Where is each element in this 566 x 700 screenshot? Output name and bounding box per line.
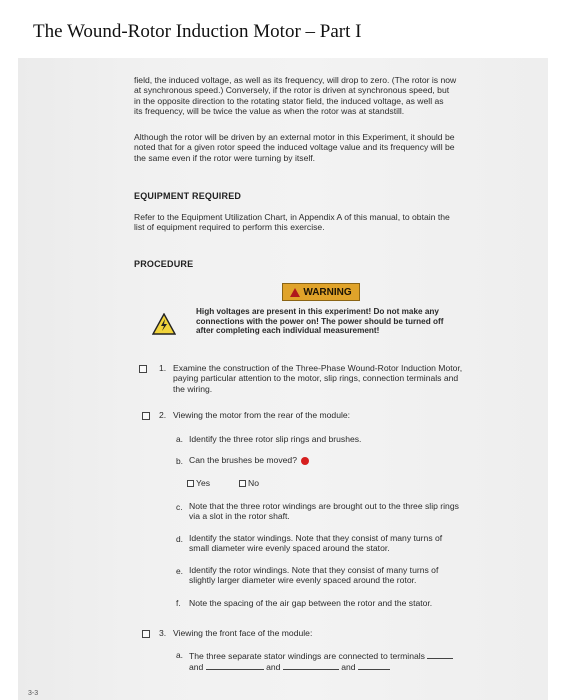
warning-text	[196, 307, 481, 336]
step-2f-letter: f.	[176, 598, 181, 608]
step-2-text: Viewing the motor from the rear of the module:	[173, 410, 351, 420]
warning-label-box	[282, 283, 360, 301]
step-2f-text: Note the spacing of the air gap between the rotor and the stator.	[189, 598, 433, 608]
step-1-checkbox[interactable]	[139, 365, 147, 373]
terminal-blank-2[interactable]	[206, 661, 264, 670]
intro-paragraph-1	[134, 75, 494, 117]
equipment-line: list of equipment required to perform this exercise.	[134, 222, 325, 233]
equipment-text	[134, 212, 494, 233]
step-line: via a slot in the rotor shaft.	[189, 511, 290, 522]
step-line: the wiring.	[173, 383, 213, 394]
equipment-line: Refer to the Equipment Utilization Chart, in Appendix A of this manual, to obtain the	[134, 212, 450, 222]
step-2e-text	[189, 565, 499, 586]
warning-line: connections with the power on! The power should be turned off	[196, 316, 444, 326]
step-2-number: 2.	[159, 410, 167, 420]
terminal-blank-4[interactable]	[358, 661, 390, 670]
step-2b-no-option[interactable]	[239, 478, 259, 488]
step-2d-text	[189, 533, 499, 554]
warning-line: after completing each individual measurement!	[196, 326, 380, 336]
procedure-heading: PROCEDURE	[134, 259, 194, 269]
no-label: No	[248, 478, 259, 488]
step-line: Note that the three rotor windings are brought out to the three slip rings	[189, 501, 459, 511]
page-number: 3-3	[28, 690, 39, 697]
step-2-checkbox[interactable]	[142, 412, 150, 420]
step-3a-text	[189, 650, 509, 673]
step-line: small diameter wire evenly spaced around the stator.	[189, 543, 390, 554]
intro-line: the same even if the rotor were turning by itself.	[134, 152, 316, 163]
and-text: and	[266, 662, 281, 673]
intro-line: noted that for a given rotor speed the induced voltage value and its frequency will be	[134, 142, 455, 153]
step-2b-yes-option[interactable]	[187, 478, 210, 488]
step-2d-letter: d.	[176, 534, 183, 544]
warning-label: WARNING	[303, 286, 352, 298]
warning-hazard-icon	[152, 313, 176, 335]
step-2b-letter: b.	[176, 456, 183, 466]
step-1-number: 1.	[159, 363, 167, 373]
intro-line: in the opposite direction to the rotating stator field, the induced voltage, as well as	[134, 95, 444, 106]
step-2b-question: Can the brushes be moved?	[189, 455, 297, 465]
and-text: and	[341, 662, 356, 673]
step-line: paying particular attention to the motor, slip rings, connection terminals and	[173, 373, 459, 384]
step-line: Examine the construction of the Three-Phase Wound-Rotor Induction Motor,	[173, 363, 463, 373]
step-2a-letter: a.	[176, 434, 183, 444]
step-2b-text	[189, 455, 309, 465]
intro-paragraph-2	[134, 132, 494, 163]
no-checkbox[interactable]	[239, 480, 246, 487]
step-3-checkbox[interactable]	[142, 630, 150, 638]
step-line: Identify the rotor windings. Note that they consist of many turns of	[189, 565, 439, 575]
terminal-blank-1[interactable]	[427, 650, 453, 659]
intro-line: Although the rotor will be driven by an external motor in this Experiment, it should be	[134, 132, 455, 142]
step-2c-letter: c.	[176, 502, 183, 512]
step-line: Identify the stator windings. Note that they consist of many turns of	[189, 533, 443, 543]
intro-line: at synchronous speed.) Conversely, if the rotor is driven at synchronous speed, but	[134, 85, 450, 96]
red-dot-icon	[301, 457, 309, 465]
and-text: and	[189, 662, 204, 673]
equipment-heading: EQUIPMENT REQUIRED	[134, 191, 242, 201]
yes-checkbox[interactable]	[187, 480, 194, 487]
intro-line: its frequency, will be twice the value as when the rotor was at standstill.	[134, 106, 405, 117]
step-3a-letter: a.	[176, 650, 183, 660]
step-2c-text	[189, 501, 499, 522]
page-title: The Wound-Rotor Induction Motor – Part I	[33, 21, 362, 42]
step-3-text: Viewing the front face of the module:	[173, 628, 313, 638]
step-line: The three separate stator windings are connected to terminals	[189, 651, 425, 661]
intro-line: field, the induced voltage, as well as its frequency, will drop to zero. (The rotor is now	[134, 75, 457, 85]
terminal-blank-3[interactable]	[283, 661, 339, 670]
step-2e-letter: e.	[176, 566, 183, 576]
step-2a-text: Identify the three rotor slip rings and brushes.	[189, 434, 362, 444]
yes-label: Yes	[196, 478, 211, 488]
warning-triangle-icon	[290, 288, 300, 297]
step-1-text	[173, 363, 503, 394]
page-header	[0, 0, 566, 58]
step-3-number: 3.	[159, 628, 167, 638]
step-line: slightly larger diameter wire evenly spaced around the rotor.	[189, 575, 417, 586]
warning-line: High voltages are present in this experiment! Do not make any	[196, 307, 439, 316]
